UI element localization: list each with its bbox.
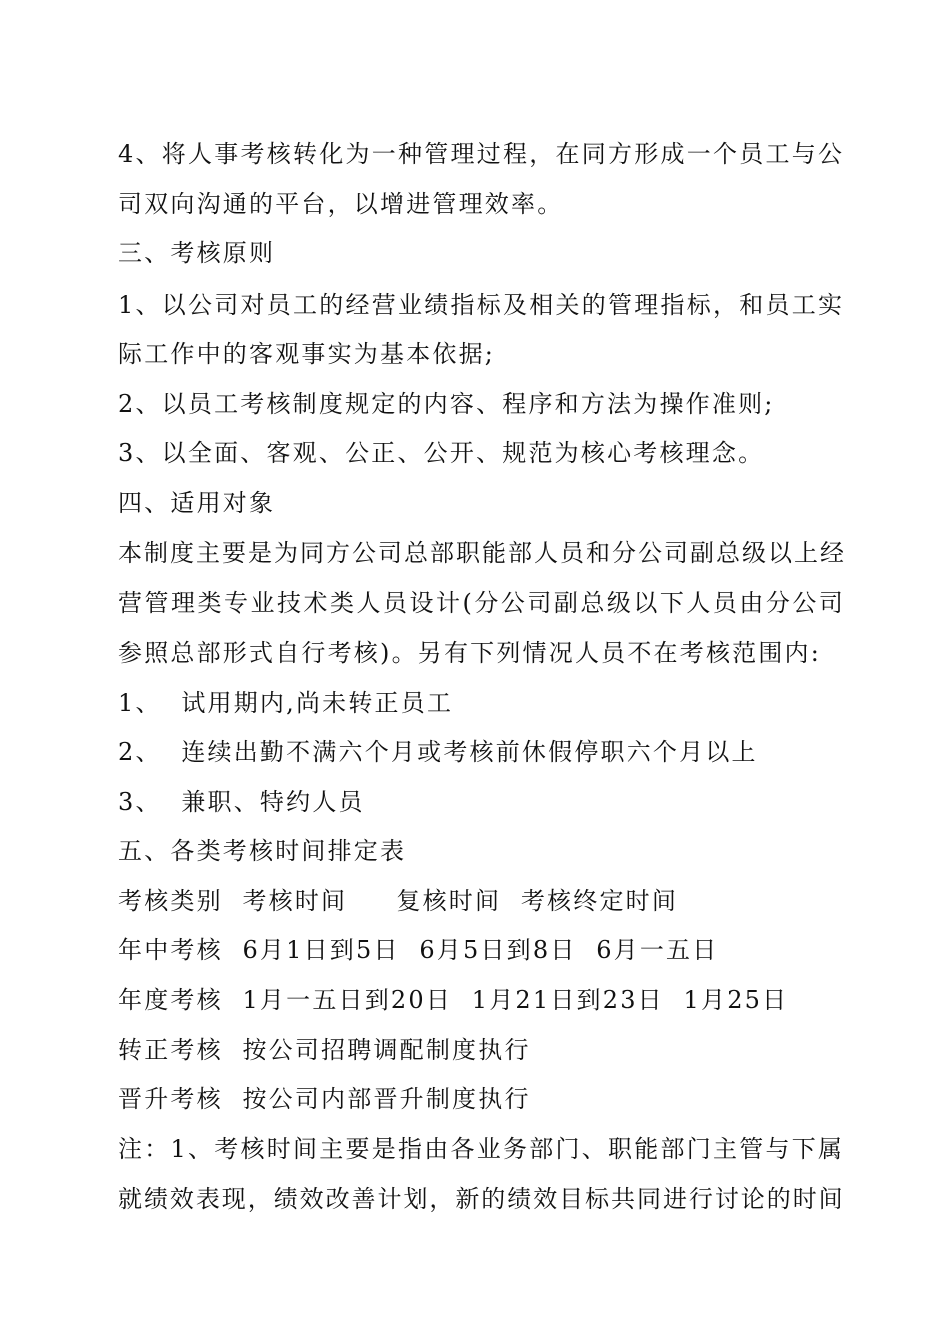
text-line: 营管理类专业技术类人员设计(分公司副总级以下人员由分公司 xyxy=(118,589,846,617)
section-heading: 五、各类考核时间排定表 xyxy=(118,837,407,865)
section-heading: 四、适用对象 xyxy=(118,489,276,517)
list-item: 3、 兼职、特约人员 xyxy=(118,788,365,816)
note-line: 就绩效表现，绩效改善计划，新的绩效目标共同进行讨论的时间 xyxy=(118,1185,845,1213)
note-line: 注：1、考核时间主要是指由各业务部门、职能部门主管与下属 xyxy=(118,1135,845,1163)
schedule-header: 考核类别 考核时间 复核时间 考核终定时间 xyxy=(118,887,679,915)
text-line: 司双向沟通的平台，以增进管理效率。 xyxy=(118,190,564,218)
list-item: 1、 试用期内,尚未转正员工 xyxy=(118,689,454,717)
text-line: 际工作中的客观事实为基本依据; xyxy=(118,340,496,368)
schedule-row: 晋升考核 按公司内部晋升制度执行 xyxy=(118,1085,531,1113)
text-line: 参照总部形式自行考核)。另有下列情况人员不在考核范围内: xyxy=(118,639,822,667)
text-line: 4、将人事考核转化为一种管理过程，在同方形成一个员工与公 xyxy=(118,140,845,168)
section-heading: 三、考核原则 xyxy=(118,239,276,267)
text-line: 2、以员工考核制度规定的内容、程序和方法为操作准则; xyxy=(118,390,775,418)
schedule-row: 年度考核 1月一五日到20日 1月21日到23日 1月25日 xyxy=(118,986,789,1014)
text-line: 本制度主要是为同方公司总部职能部人员和分公司副总级以上经 xyxy=(118,539,846,567)
schedule-row: 转正考核 按公司招聘调配制度执行 xyxy=(118,1036,531,1064)
text-line: 1、以公司对员工的经营业绩指标及相关的管理指标，和员工实 xyxy=(118,291,845,319)
list-item: 2、 连续出勤不满六个月或考核前休假停职六个月以上 xyxy=(118,738,758,766)
text-line: 3、以全面、客观、公正、公开、规范为核心考核理念。 xyxy=(118,439,765,467)
schedule-row: 年中考核 6月1日到5日 6月5日到8日 6月一五日 xyxy=(118,936,719,964)
